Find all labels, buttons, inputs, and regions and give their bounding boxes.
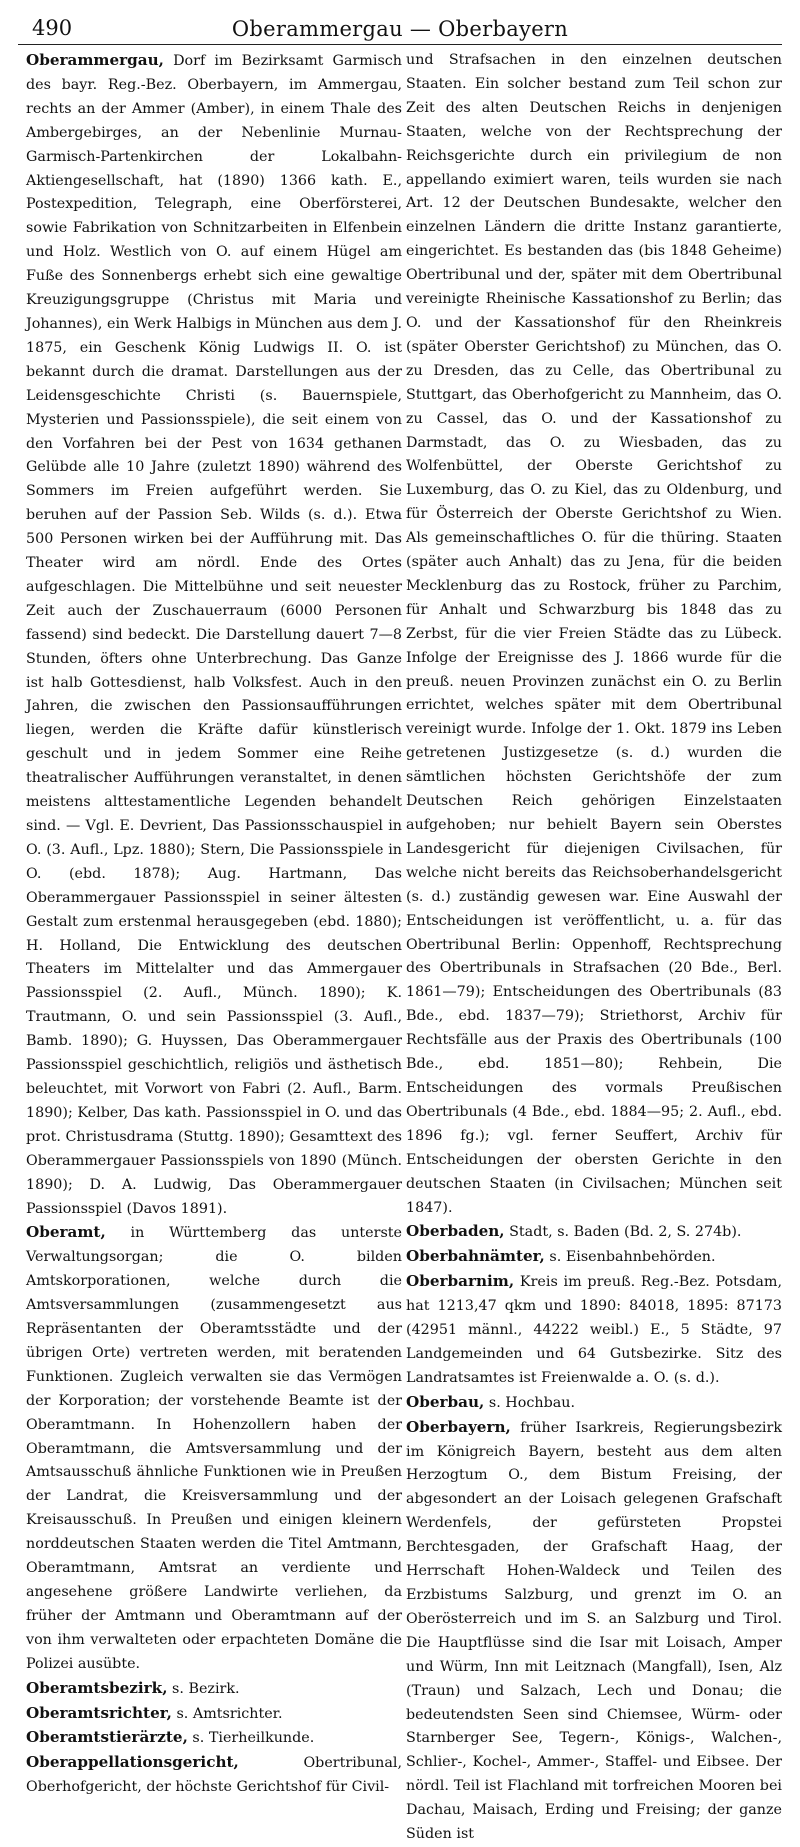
- entry-lemma: Oberamtsbezirk,: [26, 1678, 168, 1697]
- entry-oberbayern: [406, 1416, 782, 1847]
- entry-oberamtsbezirk: [26, 1677, 402, 1702]
- entry-oberappellationsgericht-continued: [406, 49, 782, 1220]
- entry-lemma: Oberbaden,: [406, 1222, 505, 1241]
- entry-lemma: Oberbarnim,: [406, 1272, 515, 1291]
- entry-text: Obertribunal, Oberhofgericht, der höchste Gerichtshof für Civil-: [26, 1755, 402, 1796]
- running-title: Oberammergau — Oberbayern: [231, 17, 569, 41]
- entry-lemma: Oberbau,: [406, 1392, 485, 1411]
- entry-oberappellationsgericht: [26, 1751, 402, 1800]
- entry-text: s. Hochbau.: [484, 1394, 576, 1411]
- entry-lemma: Oberammergau,: [26, 51, 164, 69]
- entry-oberammergau: [26, 49, 402, 1221]
- entry-oberbahnaemter: [406, 1245, 782, 1270]
- entry-lemma: Oberamtstierärzte,: [26, 1728, 188, 1747]
- right-column: [406, 49, 782, 1847]
- entry-oberamtstieraerzte: [26, 1726, 402, 1751]
- entry-text: früher Isarkreis, Regierungsbezirk im Königreich Bayern, besteht aus dem alten Herzogtum O., dem Bistum Freising, der abgesondert an der Loisach gelegenen Grafschaft Werdenfels, der gefürsteten Propstei Berchtesgaden, der Grafschaft Haag, der Herrschaft Hohen-Waldeck und Teilen des Erzbistums Salzburg, und grenzt im O. an Oberösterreich und im S. an Salzburg und Tirol. Die Hauptflüsse sind die Isar mit Loisach, Amper und Würm, Inn mit Leitznach (Mangfall), Isen, Alz (Traun) und Salzach, Lech und Donau; die bedeutendsten Seen sind Chiemsee, Würm- oder Starnberger See, Tegern-, Königs-, Walchen-, Schlier-, Kochel-, Ammer-, Staffel- und Eibsee. Der nördl. Teil ist Flachland mit torfreichen Mooren bei Dachau, Maisach, Erding und Freising; der ganze Süden ist: [406, 1419, 782, 1843]
- entry-text: s. Eisenbahnbehörden.: [544, 1249, 716, 1266]
- entry-lemma: Oberbahnämter,: [406, 1247, 545, 1266]
- page-header: [18, 6, 782, 45]
- entry-lemma: Oberbayern,: [406, 1417, 511, 1436]
- entry-oberbaden: [406, 1220, 782, 1245]
- entry-text: s. Tierheilkunde.: [187, 1730, 315, 1747]
- entry-lemma: Oberamtsrichter,: [26, 1703, 172, 1722]
- entry-text: s. Amtsrichter.: [171, 1705, 283, 1722]
- entry-text: Kreis im preuß. Reg.-Bez. Potsdam, hat 1213,47 qkm und 1890: 84018, 1895: 87173 (42951 männl., 44222 weibl.) E., 5 Städte, 97 Landgemeinden und 64 Gutsbezirke. Sitz des Landratsamtes ist Freienwalde a. O. (s. d.).: [406, 1274, 782, 1386]
- entry-oberbarnim: [406, 1270, 782, 1391]
- entry-text: und Strafsachen in den einzelnen deutschen Staaten. Ein solcher bestand zum Teil schon zur Zeit des alten Deutschen Reichs in denjenigen Staaten, welche von der Rechtsprechung der Reichsgerichte durch ein privilegium de non appellando eximiert waren, teils wurden sie nach Art. 12 der Deutschen Bundesakte, welcher den einzelnen Ländern die dritte Instanz garantierte, eingerichtet. Es bestanden das (bis 1848 Geheime) Obertribunal und der, später mit dem Obertribunal vereinigte Rheinische Kassationshof zu Berlin; das O. und der Kassationshof für den Rheinkreis (später Oberster Gerichtshof) zu München, das O. zu Dresden, das zu Celle, das Obertribunal zu Stuttgart, das Oberhofgericht zu Mannheim, das O. zu Cassel, das O. und der Kassationshof zu Darmstadt, das O. zu Wiesbaden, das zu Wolfenbüttel, der Oberste Gerichtshof zu Luxemburg, das O. zu Kiel, das zu Oldenburg, und für Österreich der Oberste Gerichtshof zu Wien. Als gemeinschaftliches O. für die thüring. Staaten (später auch Anhalt) das zu Jena, für die beiden Mecklenburg das zu Rostock, früher zu Parchim, für Anhalt und Schwarzburg bis 1848 das zu Zerbst, für die vier Freien Städte das zu Lübeck. Infolge der Ereignisse des J. 1866 wurde für die preuß. neuen Provinzen zunächst ein O. zu Berlin errichtet, welches später mit dem Obertribunal vereinigt wurde. Infolge der 1. Okt. 1879 ins Leben getretenen Justizgesetze (s. d.) wurden die sämtlichen höchsten Gerichtshöfe der zum Deutschen Reich gehörigen Einzelstaaten aufgehoben; nur behielt Bayern sein Oberstes Landesgericht für diejenigen Civilsachen, für welche nicht bereits das Reichsoberhandelsgericht (s. d.) zuständig gewesen war. Eine Auswahl der Entscheidungen ist veröffentlicht, u. a. für das Obertribunal Berlin: Oppenhoff, Rechtsprechung des Obertribunals in Strafsachen (20 Bde., Berl. 1861—79); Entscheidungen des Obertribunals (83 Bde., ebd. 1837—79); Striethorst, Archiv für Rechtsfälle aus der Praxis des Obertribunals (100 Bde., ebd. 1851—80); Rehbein, Die Entscheidungen des vormals Preußischen Obertribunals (4 Bde., ebd. 1884—95; 2. Aufl., ebd. 1896 fg.); vgl. ferner Seuffert, Archiv für Entscheidungen der obersten Gerichte in den deutschen Staaten (in Civilsachen; München seit 1847).: [406, 52, 782, 1216]
- entry-oberbau: [406, 1391, 782, 1416]
- entry-lemma: Oberamt,: [26, 1223, 106, 1242]
- entry-lemma: Oberappellationsgericht,: [26, 1753, 239, 1772]
- left-column: [18, 49, 402, 1847]
- two-column-body: [18, 49, 782, 1847]
- entry-text: Dorf im Bezirksamt Garmisch des bayr. Reg.-Bez. Oberbayern, im Ammergau, rechts an der Ammer (Amber), in einem Thale des Ambergebirges, an der Nebenlinie Murnau-Garmisch-Partenkirchen der Lokalbahn-Aktiengesellschaft, hat (1890) 1366 kath. E., Postexpedition, Telegraph, eine Oberförsterei, sowie Fabrikation von Schnitzarbeiten in Elfenbein und Holz. Westlich von O. auf einem Hügel am Fuße des Sonnenbergs erhebt sich eine gewaltige Kreuzigungsgruppe (Christus mit Maria und Johannes), ein Werk Halbigs in München aus dem J. 1875, ein Geschenk König Ludwigs II. O. ist bekannt durch die dramat. Darstellungen aus der Leidensgeschichte Christi (s. Bauernspiele, Mysterien und Passionsspiele), die seit einem von den Vorfahren bei der Pest von 1634 gethanen Gelübde alle 10 Jahre (zuletzt 1890) während des Sommers im Freien aufgeführt werden. Sie beruhen auf der Passion Seb. Wilds (s. d.). Etwa 500 Personen wirken bei der Aufführung mit. Das Theater wird am nördl. Ende des Ortes aufgeschlagen. Die Mittelbühne und seit neuester Zeit auch der Zuschauerraum (6000 Personen fassend) sind bedeckt. Die Darstellung dauert 7—8 Stunden, öfters ohne Unterbrechung. Das Ganze ist halb Gottesdienst, halb Volksfest. Auch in den Jahren, die zwischen den Passionsaufführungen liegen, werden die Kräfte dafür künstlerisch geschult und in jedem Sommer eine Reihe theatralischer Aufführungen veranstaltet, in denen meistens alttestamentliche Legenden behandelt sind. — Vgl. E. Devrient, Das Passionsschauspiel in O. (3. Aufl., Lpz. 1880); Stern, Die Passionsspiele in O. (ebd. 1878); Aug. Hartmann, Das Oberammergauer Passionsspiel in seiner ältesten Gestalt zum erstenmal herausgegeben (ebd. 1880); H. Holland, Die Entwicklung des deutschen Theaters im Mittelalter und das Ammergauer Passionsspiel (2. Aufl., Münch. 1890); K. Trautmann, O. und sein Passionsspiel (3. Aufl., Bamb. 1890); G. Huyssen, Das Oberammergauer Passionsspiel geschichtlich, religiös und ästhetisch beleuchtet, mit Vorwort von Fabri (2. Aufl., Barm. 1890); Kelber, Das kath. Passionsspiel in O. und das prot. Christusdrama (Stuttg. 1890); Gesamttext des Oberammergauer Passionsspiels von 1890 (Münch. 1890); D. A. Ludwig, Das Oberammergauer Passionsspiel (Davos 1891).: [26, 53, 402, 1217]
- entry-text: Stadt, s. Baden (Bd. 2, S. 274b).: [504, 1224, 742, 1241]
- entry-text: s. Bezirk.: [167, 1680, 240, 1697]
- entry-text: in Württemberg das unterste Verwaltungsorgan; die O. bilden Amtskorporationen, welche durch die Amtsversammlungen (zusammengesetzt aus Repräsentanten der Oberamtsstädte und der übrigen Orte) vertreten werden, mit beratenden Funktionen. Zugleich verwalten sie das Vermögen der Korporation; der vorstehende Beamte ist der Oberamtmann. In Hohenzollern haben der Oberamtmann, die Amtsversammlung und der Amtsausschuß ähnliche Funktionen wie in Preußen der Landrat, die Kreisversammlung und der Kreisausschuß. In Preußen und einigen kleinern norddeutschen Staaten werden die Titel Amtmann, Oberamtmann, Amtsrat an verdiente und angesehene größere Landwirte verliehen, da früher der Amtmann und Oberamtmann auf der von ihm verwalteten oder erpachteten Domäne die Polizei ausübte.: [26, 1225, 402, 1672]
- entry-oberamt: [26, 1221, 402, 1676]
- page-number: 490: [32, 16, 73, 40]
- entry-oberamtsrichter: [26, 1702, 402, 1727]
